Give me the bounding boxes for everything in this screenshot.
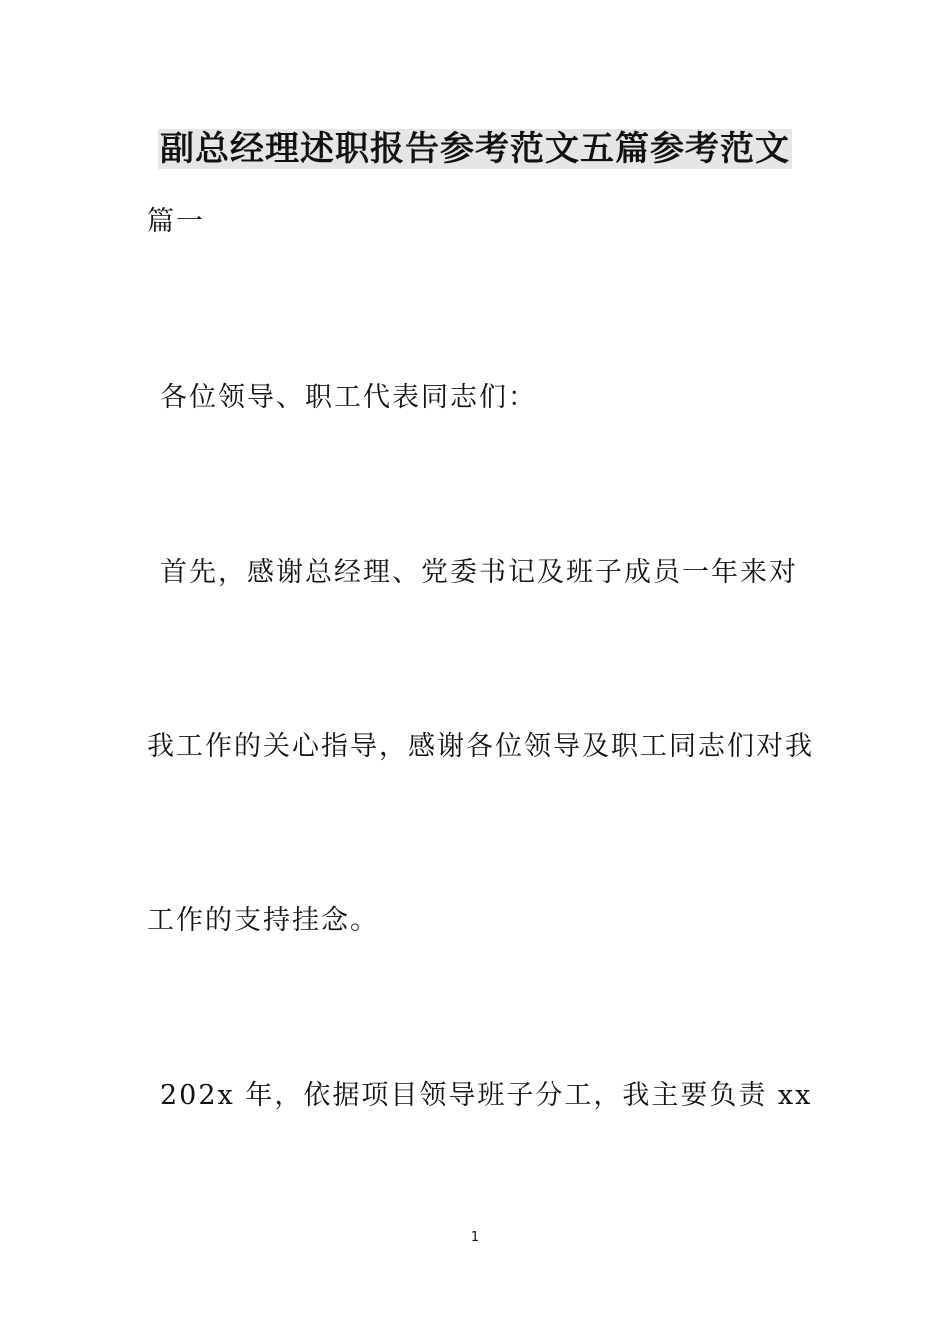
document-title-text: 副总经理述职报告参考范文五篇参考范文	[160, 129, 790, 169]
paragraph-line-1: 各位领导、职工代表同志们：	[160, 382, 537, 413]
page-number: 1	[470, 1230, 480, 1245]
document-title	[0, 127, 950, 171]
paragraph-line-2: 首先，感谢总经理、党委书记及班子成员一年来对	[160, 557, 798, 588]
paragraph-line-3: 我工作的关心指导，感谢各位领导及职工同志们对我	[147, 731, 814, 762]
paragraph-line-4: 工作的支持挂念。	[147, 905, 379, 936]
section-label: 篇一	[147, 206, 205, 237]
paragraph-line-5: 202x 年，依据项目领导班子分工，我主要负责 xx	[160, 1080, 813, 1111]
